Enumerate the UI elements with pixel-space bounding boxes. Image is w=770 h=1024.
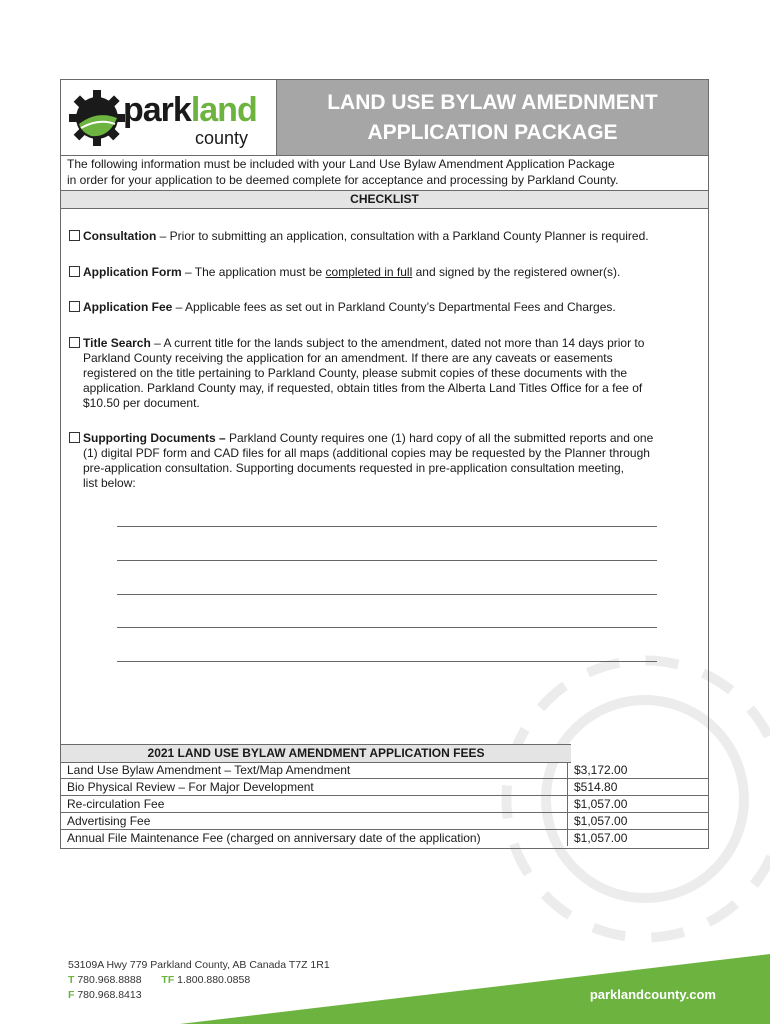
- toll-free-number: 1.800.880.0858: [177, 974, 251, 986]
- table-row: [61, 813, 708, 830]
- checklist-item-consultation: [69, 229, 697, 244]
- application-fee-checkbox[interactable]: [69, 301, 80, 312]
- fee-amount: $3,172.00: [568, 762, 709, 779]
- fax-label: F: [68, 989, 75, 1001]
- consultation-checkbox[interactable]: [69, 230, 80, 241]
- title-search-line-2: Parkland County receiving the application for an amendment. If there are any caveats or easements: [83, 351, 613, 365]
- parkland-county-logo: [61, 80, 277, 155]
- checklist-item-application-form: [69, 265, 697, 280]
- fee-item: Annual File Maintenance Fee (charged on anniversary date of the application): [61, 830, 568, 847]
- checklist-heading: CHECKLIST: [61, 190, 708, 209]
- document-title: [277, 80, 708, 155]
- fees-heading: 2021 LAND USE BYLAW AMENDMENT APPLICATION FEES: [61, 744, 571, 763]
- fee-item: Re-circulation Fee: [61, 796, 568, 813]
- application-form-label: Application Form: [83, 265, 182, 279]
- title-search-label: Title Search: [83, 336, 151, 350]
- gear-logo-icon: [67, 88, 127, 148]
- title-line-1: LAND USE BYLAW AMEDNMENT: [327, 91, 658, 114]
- document-list-line-2[interactable]: [117, 560, 657, 561]
- fee-amount: $1,057.00: [568, 796, 709, 813]
- form-header: [61, 80, 708, 156]
- title-search-line-5: $10.50 per document.: [83, 396, 200, 410]
- table-row: [61, 762, 708, 779]
- fee-amount: $514.80: [568, 779, 709, 796]
- consultation-label: Consultation: [83, 229, 157, 243]
- supporting-documents-line-1: Parkland County requires one (1) hard copy of all the submitted reports and one: [225, 431, 654, 445]
- supporting-documents-checkbox[interactable]: [69, 432, 80, 443]
- phone-label: T: [68, 974, 75, 986]
- supporting-documents-line-2: (1) digital PDF form and CAD files for all maps (additional copies may be requested by the Planner through: [83, 446, 650, 460]
- document-list-line-1[interactable]: [117, 526, 657, 527]
- footer-address: 53109A Hwy 779 Parkland County, AB Canada T7Z 1R1: [68, 959, 330, 971]
- fee-item: Bio Physical Review – For Major Development: [61, 779, 568, 796]
- table-row: [61, 796, 708, 813]
- table-row: [61, 830, 708, 847]
- phone-number: 780.968.8888: [77, 974, 142, 986]
- title-search-line-3: registered on the title pertaining to Parkland County, please submit copies of these documents with the: [83, 366, 628, 380]
- intro-line-1: The following information must be included with your Land Use Bylaw Amendment Application Package: [67, 157, 615, 171]
- application-form-text-b: and signed by the registered owner(s).: [412, 265, 621, 279]
- fee-item: Land Use Bylaw Amendment – Text/Map Amendment: [67, 763, 351, 777]
- fee-item: Advertising Fee: [61, 813, 568, 830]
- title-search-line-4: application. Parkland County may, if requested, obtain titles from the Alberta Land Titles Office for a fee of: [83, 381, 643, 395]
- checklist-item-supporting-documents: [69, 431, 697, 491]
- document-list-line-5[interactable]: [117, 661, 657, 662]
- fee-amount: $1,057.00: [568, 813, 709, 830]
- fees-table: [61, 762, 708, 846]
- application-form-text-a: – The application must be: [181, 265, 326, 279]
- title-line-2: APPLICATION PACKAGE: [367, 121, 618, 144]
- toll-free-label: TF: [161, 974, 175, 986]
- supporting-documents-label: Supporting Documents –: [83, 431, 226, 445]
- logo-word-county: county: [195, 128, 249, 148]
- logo-word-land: land: [190, 91, 257, 129]
- application-form-text-underlined: completed in full: [325, 265, 413, 279]
- website-link[interactable]: parklandcounty.com: [589, 987, 716, 1002]
- checklist-item-title-search: [69, 336, 697, 411]
- title-search-checkbox[interactable]: [69, 337, 80, 348]
- table-row: [61, 779, 708, 796]
- logo-word-park: park: [123, 91, 191, 129]
- consultation-text: – Prior to submitting an application, consultation with a Parkland County Planner is required.: [156, 229, 649, 243]
- checklist-item-application-fee: [69, 300, 697, 315]
- application-form-sheet: [60, 79, 709, 849]
- fax-number: 780.968.8413: [77, 989, 142, 1001]
- application-form-checkbox[interactable]: [69, 266, 80, 277]
- application-fee-text: – Applicable fees as set out in Parkland County’s Departmental Fees and Charges.: [172, 300, 616, 314]
- supporting-documents-line-3: pre-application consultation. Supporting documents requested in pre-application consultation meeting,: [83, 461, 625, 475]
- title-search-line-1: – A current title for the lands subject to the amendment, dated not more than 14 days prior to: [150, 336, 645, 350]
- application-fee-label: Application Fee: [83, 300, 173, 314]
- supporting-documents-line-4: list below:: [83, 476, 136, 490]
- document-list-line-3[interactable]: [117, 594, 657, 595]
- fee-amount: $1,057.00: [568, 830, 709, 847]
- intro-line-2: in order for your application to be deemed complete for acceptance and processing by Parkland County.: [67, 173, 619, 187]
- intro-paragraph: [67, 156, 703, 188]
- footer-contact: [68, 958, 330, 1003]
- document-list-line-4[interactable]: [117, 627, 657, 628]
